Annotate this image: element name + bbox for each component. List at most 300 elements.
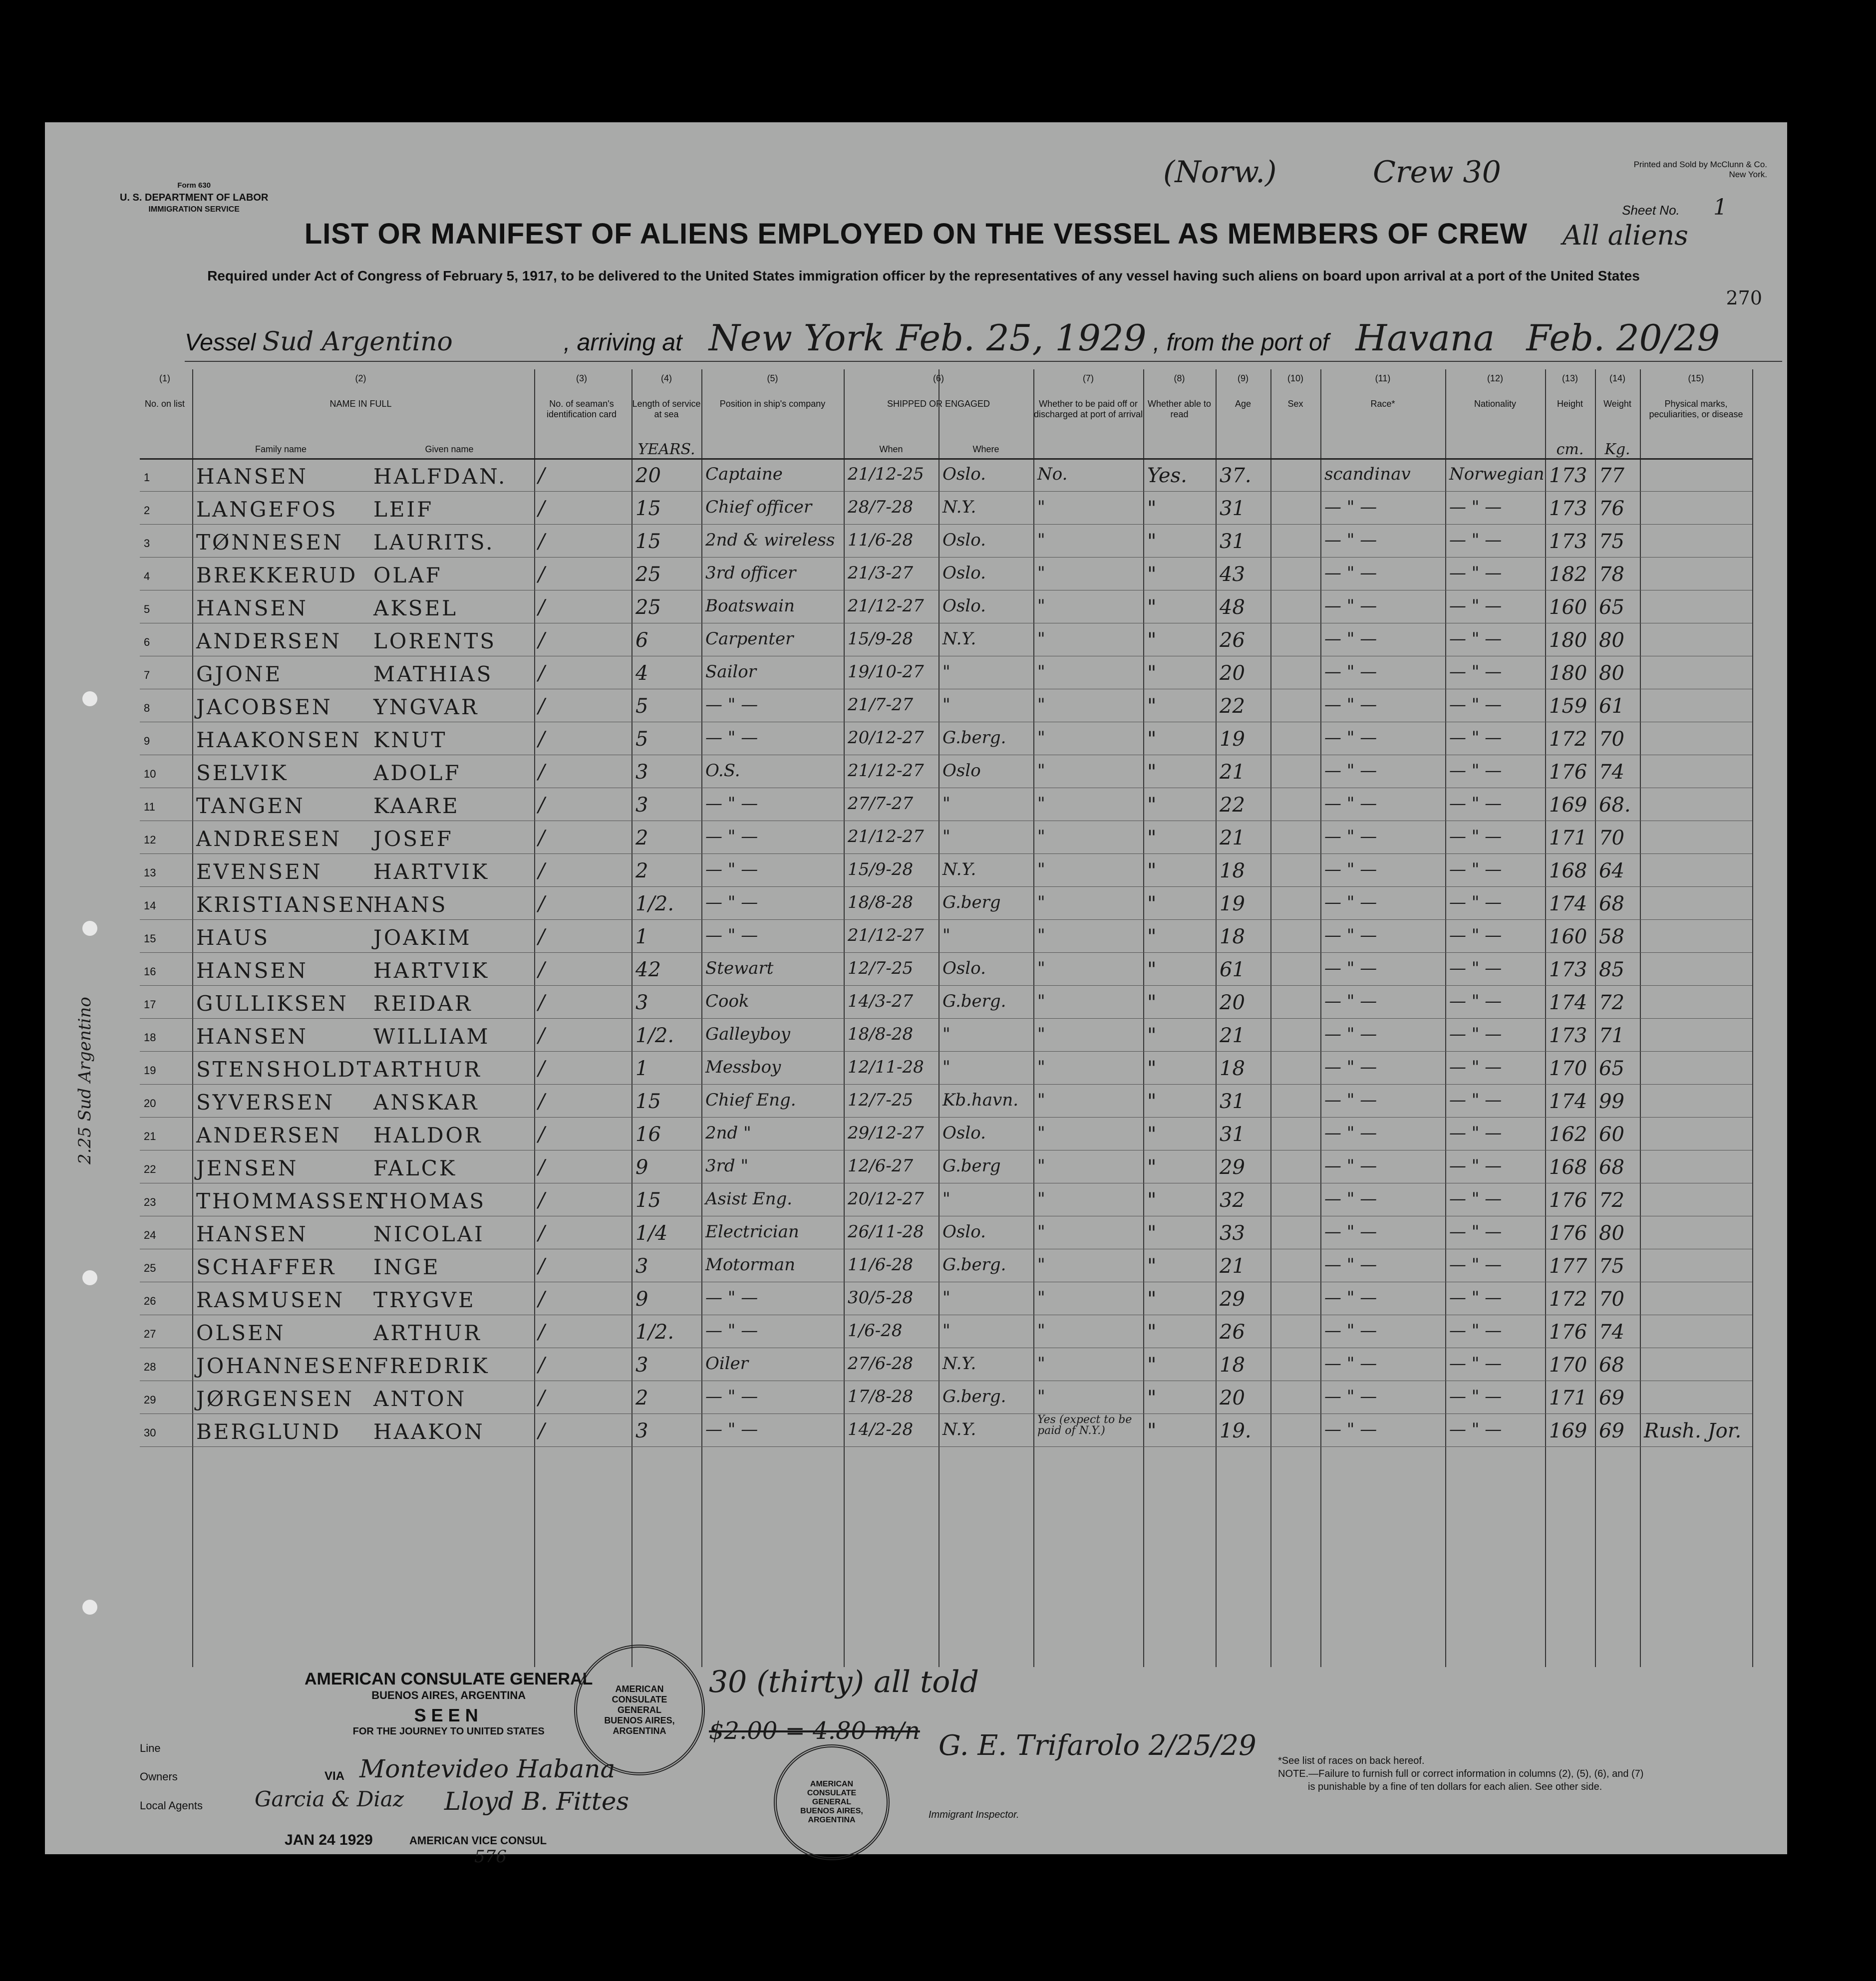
cell-paid: " (1037, 1189, 1045, 1209)
cell-where: " (942, 662, 950, 682)
cell-where: G.berg. (942, 991, 1006, 1011)
column-label: Length of service at sea (632, 399, 701, 419)
column-header (1640, 373, 1752, 420)
column-label: Age (1235, 399, 1251, 409)
vice-consul-signature: Lloyd B. Fittes (444, 1787, 629, 1816)
cell-years: 3 (635, 1354, 648, 1377)
cell-paid: " (1037, 859, 1045, 879)
cell-no: 18 (144, 1031, 156, 1044)
cell-nat: — " — (1449, 1057, 1502, 1077)
cell-race: — " — (1324, 497, 1377, 517)
cell-when: 21/12-27 (848, 925, 924, 945)
cell-h: 159 (1549, 695, 1587, 718)
cell-years: 6 (635, 629, 648, 652)
cell-read: " (1147, 1057, 1157, 1080)
cell-family: EVENSEN (196, 859, 322, 884)
cell-position: Electrician (705, 1222, 799, 1242)
cell-when: 19/10-27 (848, 662, 924, 682)
table-row (140, 1085, 1752, 1118)
cell-age: 22 (1220, 695, 1245, 718)
cell-family: SELVIK (196, 761, 289, 785)
sheet-number (1622, 195, 1727, 220)
cell-race: — " — (1324, 1222, 1377, 1242)
cell-family: HAUS (196, 925, 270, 950)
cell-given: YNGVAR (373, 695, 479, 719)
cell-no: 14 (144, 899, 156, 912)
cell-years: 5 (635, 728, 648, 751)
cell-h: 177 (1549, 1255, 1587, 1278)
cell-w: 61 (1599, 695, 1624, 718)
printer-name: Printed and Sold by McClunn & Co. (1633, 160, 1767, 169)
cell-read: " (1147, 728, 1157, 751)
cell-when: 18/8-28 (848, 1024, 914, 1044)
column-label: Weight (1603, 399, 1631, 409)
table-row (140, 1019, 1752, 1052)
cell-h: 170 (1549, 1354, 1587, 1377)
service-number: 576 (474, 1847, 507, 1867)
cell-given: OLAF (373, 563, 442, 587)
cell-years: 2 (635, 1387, 648, 1410)
cell-years: 3 (635, 1255, 648, 1278)
cell-age: 20 (1220, 1387, 1245, 1410)
cell-family: GJONE (196, 662, 283, 686)
cell-position: Asist Eng. (705, 1189, 793, 1209)
cell-age: 48 (1220, 596, 1245, 619)
cell-age: 19 (1220, 892, 1245, 915)
table-row (140, 657, 1752, 689)
cell-family: HANSEN (196, 596, 308, 620)
cell-paid: " (1037, 958, 1045, 978)
cell-when: 21/12-25 (848, 464, 924, 484)
cell-when: 12/7-25 (848, 1090, 914, 1110)
cell-paid: " (1037, 497, 1045, 517)
cell-where: " (942, 695, 950, 715)
cell-age: 20 (1220, 662, 1245, 685)
cell-position: — " — (705, 1419, 758, 1439)
cell-age: 37. (1220, 464, 1251, 487)
cell-when: 27/7-27 (848, 794, 914, 814)
annotation-nationality: (Norw.) (1163, 155, 1277, 190)
cell-race: — " — (1324, 1156, 1377, 1176)
cell-when: 21/12-27 (848, 827, 924, 847)
cell-years: 1/2. (635, 892, 674, 915)
cell-where: Oslo. (942, 596, 986, 616)
cell-card: / (538, 1189, 545, 1212)
cell-w: 72 (1599, 1189, 1624, 1212)
table-row (140, 492, 1752, 525)
column-header (631, 373, 701, 420)
race-note: *See list of races on back hereof. (1278, 1755, 1425, 1766)
cell-card: / (538, 1419, 545, 1442)
cell-family: SYVERSEN (196, 1090, 335, 1115)
cell-nat: — " — (1449, 892, 1502, 912)
table-row (140, 854, 1752, 887)
cell-years: 20 (635, 464, 661, 487)
cell-age: 61 (1220, 958, 1245, 981)
cell-h: 176 (1549, 1222, 1587, 1245)
cell-race: — " — (1324, 827, 1377, 847)
cell-paid: " (1037, 1024, 1045, 1044)
cell-given: ARTHUR (373, 1057, 482, 1082)
cell-race: — " — (1324, 1024, 1377, 1044)
cell-position: — " — (705, 1387, 758, 1407)
subheader-when: When (879, 444, 903, 454)
cell-read: " (1147, 497, 1157, 520)
cell-when: 20/12-27 (848, 1189, 924, 1209)
cell-card: / (538, 1288, 545, 1311)
cell-family: HAAKONSEN (196, 728, 361, 752)
cell-position: 3rd " (705, 1156, 749, 1176)
cell-position: Oiler (705, 1354, 748, 1374)
cell-family: HANSEN (196, 958, 308, 983)
cell-when: 27/6-28 (848, 1354, 914, 1374)
cell-card: / (538, 1255, 545, 1278)
cell-position: 2nd & wireless (705, 530, 835, 550)
cell-no: 30 (144, 1426, 156, 1439)
cell-years: 3 (635, 1419, 648, 1442)
cell-years: 1/4 (635, 1222, 668, 1245)
cell-years: 2 (635, 827, 648, 849)
visa-fee: $2.00 = 4.80 m/n (709, 1717, 920, 1745)
cell-where: " (942, 1057, 950, 1077)
column-number: (3) (576, 373, 587, 383)
cell-paid: " (1037, 1387, 1045, 1407)
from-port-label: , from the port of (1153, 329, 1329, 356)
cell-card: / (538, 1354, 545, 1377)
cell-h: 172 (1549, 1288, 1587, 1311)
cell-w: 69 (1599, 1387, 1624, 1410)
cell-no: 1 (144, 471, 150, 484)
cell-family: GULLIKSEN (196, 991, 348, 1016)
cell-card: / (538, 892, 545, 915)
unit-cm: cm. (1556, 441, 1584, 458)
column-number: (4) (661, 373, 672, 383)
cell-no: 3 (144, 537, 150, 550)
cell-h: 176 (1549, 761, 1587, 784)
cell-where: N.Y. (942, 1419, 976, 1439)
cell-position: Stewart (705, 958, 774, 978)
cell-age: 18 (1220, 925, 1245, 948)
binder-hole (82, 1270, 97, 1285)
unit-years: YEARS. (637, 441, 695, 458)
column-number: (9) (1238, 373, 1249, 383)
cell-position: Captaine (705, 464, 783, 484)
cell-w: 71 (1599, 1024, 1624, 1047)
cell-h: 160 (1549, 925, 1587, 948)
cell-race: — " — (1324, 728, 1377, 748)
table-row (140, 459, 1752, 492)
cell-years: 42 (635, 958, 661, 981)
cell-when: 17/8-28 (848, 1387, 914, 1407)
column-headers (140, 369, 1752, 459)
cell-race: — " — (1324, 1090, 1377, 1110)
cell-no: 6 (144, 636, 150, 648)
table-row (140, 1349, 1752, 1381)
cell-card: / (538, 1123, 545, 1146)
cell-race: — " — (1324, 892, 1377, 912)
cell-race: — " — (1324, 1057, 1377, 1077)
cell-where: " (942, 827, 950, 847)
cell-given: HARTVIK (373, 958, 490, 983)
cell-years: 1 (635, 1057, 648, 1080)
cell-position: Cook (705, 991, 749, 1011)
cell-years: 3 (635, 991, 648, 1014)
cell-years: 1/2. (635, 1024, 674, 1047)
departure-port: Havana (1355, 317, 1495, 359)
cell-h: 172 (1549, 728, 1587, 751)
cell-given: FALCK (373, 1156, 457, 1180)
column-header (1320, 373, 1445, 409)
cell-family: JØRGENSEN (196, 1387, 354, 1411)
cell-when: 18/8-28 (848, 892, 914, 912)
cell-race: — " — (1324, 794, 1377, 814)
cell-when: 12/11-28 (848, 1057, 924, 1077)
cell-given: JOAKIM (373, 925, 472, 950)
cell-nat: — " — (1449, 991, 1502, 1011)
cell-given: ANSKAR (373, 1090, 479, 1115)
subheader-family: Family name (255, 444, 307, 454)
column-label: NAME IN FULL (329, 399, 392, 409)
cell-card: / (538, 596, 545, 619)
table-row (140, 920, 1752, 953)
cell-w: 99 (1599, 1090, 1624, 1113)
binder-hole (82, 1600, 97, 1615)
cell-nat: — " — (1449, 563, 1502, 583)
cell-read: " (1147, 1123, 1157, 1146)
cell-nat: — " — (1449, 1156, 1502, 1176)
consulate-city: BUENOS AIRES, ARGENTINA (371, 1689, 526, 1701)
cell-given: INGE (373, 1255, 440, 1279)
cell-position: O.S. (705, 761, 740, 781)
cell-w: 64 (1599, 859, 1624, 882)
cell-nat: Norwegian (1449, 464, 1545, 484)
cell-paid: " (1037, 1123, 1045, 1143)
cell-h: 182 (1549, 563, 1587, 586)
cell-age: 26 (1220, 1321, 1245, 1344)
cell-nat: — " — (1449, 794, 1502, 814)
cell-given: ARTHUR (373, 1321, 482, 1345)
cell-h: 173 (1549, 1024, 1587, 1047)
column-number: (2) (355, 373, 366, 383)
cell-age: 29 (1220, 1288, 1245, 1311)
printer-credit (1634, 160, 1767, 180)
vessel-line (185, 317, 1782, 362)
cell-read: " (1147, 892, 1157, 915)
unit-kg: Kg. (1604, 441, 1630, 458)
cell-age: 31 (1220, 1090, 1245, 1113)
cell-position: Messboy (705, 1057, 781, 1077)
cell-where: Oslo (942, 761, 981, 781)
cell-no: 7 (144, 669, 150, 681)
cell-where: " (942, 1321, 950, 1341)
cell-w: 74 (1599, 1321, 1624, 1344)
table-row (140, 822, 1752, 854)
cell-family: ANDERSEN (196, 1123, 342, 1147)
cell-read: " (1147, 563, 1157, 586)
cell-card: / (538, 1321, 545, 1344)
cell-h: 171 (1549, 827, 1587, 849)
cell-age: 18 (1220, 1354, 1245, 1377)
cell-read: " (1147, 1024, 1157, 1047)
table-row (140, 1283, 1752, 1315)
cell-w: 85 (1599, 958, 1624, 981)
via-route: Montevideo Habana (359, 1754, 616, 1783)
column-label: Height (1557, 399, 1583, 409)
cell-where: N.Y. (942, 859, 976, 879)
cell-card: / (538, 695, 545, 718)
column-header (1033, 373, 1143, 420)
cell-position: Chief Eng. (705, 1090, 796, 1110)
cell-given: HALDOR (373, 1123, 483, 1147)
cell-nat: — " — (1449, 1222, 1502, 1242)
cell-paid: " (1037, 1288, 1045, 1308)
cell-h: 173 (1549, 497, 1587, 520)
cell-h: 173 (1549, 464, 1587, 487)
cell-position: — " — (705, 925, 758, 945)
cell-no: 22 (144, 1163, 156, 1175)
column-label: Position in ship's company (719, 399, 826, 409)
column-label: Physical marks, peculiarities, or disease (1649, 399, 1743, 419)
cell-race: — " — (1324, 925, 1377, 945)
cell-card: / (538, 530, 545, 553)
cell-position: 2nd " (705, 1123, 751, 1143)
table-row (140, 1382, 1752, 1414)
cell-when: 21/12-27 (848, 761, 924, 781)
cell-age: 33 (1220, 1222, 1245, 1245)
cell-given: KAARE (373, 794, 460, 818)
cell-paid: " (1037, 596, 1045, 616)
cell-card: / (538, 958, 545, 981)
cell-card: / (538, 629, 545, 652)
penalty-note-2: is punishable by a fine of ten dollars for each alien. See other side. (1308, 1781, 1602, 1792)
cell-nat: — " — (1449, 728, 1502, 748)
cell-family: BERGLUND (196, 1419, 341, 1444)
owners-label: Owners (140, 1770, 178, 1783)
table-row (140, 1415, 1752, 1447)
cell-card: / (538, 761, 545, 784)
cell-family: LANGEFOS (196, 497, 338, 522)
cell-w: 68 (1599, 892, 1624, 915)
cell-card: / (538, 728, 545, 751)
cell-position: Sailor (705, 662, 757, 682)
cell-w: 78 (1599, 563, 1624, 586)
cell-w: 80 (1599, 662, 1624, 685)
cell-where: G.berg (942, 1156, 1001, 1176)
cell-race: — " — (1324, 1387, 1377, 1407)
cell-years: 25 (635, 596, 661, 619)
cell-race: — " — (1324, 695, 1377, 715)
table-row (140, 690, 1752, 722)
cell-when: 20/12-27 (848, 728, 924, 748)
cell-given: NICOLAI (373, 1222, 485, 1246)
cell-w: 58 (1599, 925, 1624, 948)
cell-given: KNUT (373, 728, 447, 752)
cell-nat: — " — (1449, 1288, 1502, 1308)
column-header (1595, 373, 1640, 409)
table-row (140, 1184, 1752, 1216)
cell-position: — " — (705, 794, 758, 814)
column-number: (13) (1562, 373, 1578, 383)
cell-h: 174 (1549, 892, 1587, 915)
cell-given: FREDRIK (373, 1354, 490, 1378)
cell-position: — " — (705, 695, 758, 715)
cell-race: — " — (1324, 530, 1377, 550)
cell-age: 29 (1220, 1156, 1245, 1179)
cell-read: " (1147, 1090, 1157, 1113)
table-row (140, 887, 1752, 920)
cell-h: 176 (1549, 1321, 1587, 1344)
cell-family: SCHAFFER (196, 1255, 336, 1279)
cell-nat: — " — (1449, 695, 1502, 715)
arrival-port-date: New York Feb. 25, 192 (708, 317, 1124, 359)
cell-when: 26/11-28 (848, 1222, 924, 1242)
cell-nat: — " — (1449, 596, 1502, 616)
annotation-all-aliens: All aliens (1563, 220, 1688, 251)
cell-w: 68 (1599, 1354, 1624, 1377)
cell-nat: — " — (1449, 1255, 1502, 1275)
column-number: (12) (1487, 373, 1503, 383)
cell-read: " (1147, 1255, 1157, 1278)
cell-h: 170 (1549, 1057, 1587, 1080)
consulate-name: AMERICAN CONSULATE GENERAL (305, 1670, 593, 1689)
cell-when: 1/6-28 (848, 1321, 903, 1341)
cell-read: " (1147, 991, 1157, 1014)
cell-w: 75 (1599, 530, 1624, 553)
column-label: Nationality (1474, 399, 1517, 409)
cell-where: N.Y. (942, 497, 976, 517)
cell-paid: " (1037, 1255, 1045, 1275)
cell-race: — " — (1324, 596, 1377, 616)
cell-w: 76 (1599, 497, 1624, 520)
cell-h: 171 (1549, 1387, 1587, 1410)
cell-when: 15/9-28 (848, 629, 914, 649)
cell-paid: " (1037, 1156, 1045, 1176)
cell-age: 18 (1220, 859, 1245, 882)
cell-read: " (1147, 859, 1157, 882)
cell-paid: " (1037, 925, 1045, 945)
table-row (140, 756, 1752, 788)
cell-family: ANDRESEN (196, 827, 342, 851)
cell-no: 19 (144, 1064, 156, 1077)
cell-age: 19. (1220, 1419, 1251, 1442)
cell-no: 10 (144, 768, 156, 780)
cell-race: — " — (1324, 761, 1377, 781)
cell-no: 8 (144, 702, 150, 714)
cell-where: Oslo. (942, 530, 986, 550)
cell-paid: " (1037, 827, 1045, 847)
cell-age: 21 (1220, 1255, 1245, 1278)
cell-when: 15/9-28 (848, 859, 914, 879)
subheader-given: Given name (425, 444, 474, 454)
cell-age: 26 (1220, 629, 1245, 652)
cell-w: 65 (1599, 596, 1624, 619)
cell-nat: — " — (1449, 629, 1502, 649)
cell-given: THOMAS (373, 1189, 486, 1213)
cell-given: JOSEF (373, 827, 453, 851)
cell-card: / (538, 794, 545, 817)
column-header (1445, 373, 1545, 409)
cell-no: 20 (144, 1097, 156, 1110)
cell-nat: — " — (1449, 761, 1502, 781)
cell-read: " (1147, 530, 1157, 553)
crew-table (140, 459, 1752, 1667)
table-row (140, 1118, 1752, 1150)
cell-position: Carpenter (705, 629, 794, 649)
cell-where: G.berg. (942, 728, 1006, 748)
cell-nat: — " — (1449, 1419, 1502, 1439)
cell-position: 3rd officer (705, 563, 796, 583)
cell-position: Motorman (705, 1255, 796, 1275)
